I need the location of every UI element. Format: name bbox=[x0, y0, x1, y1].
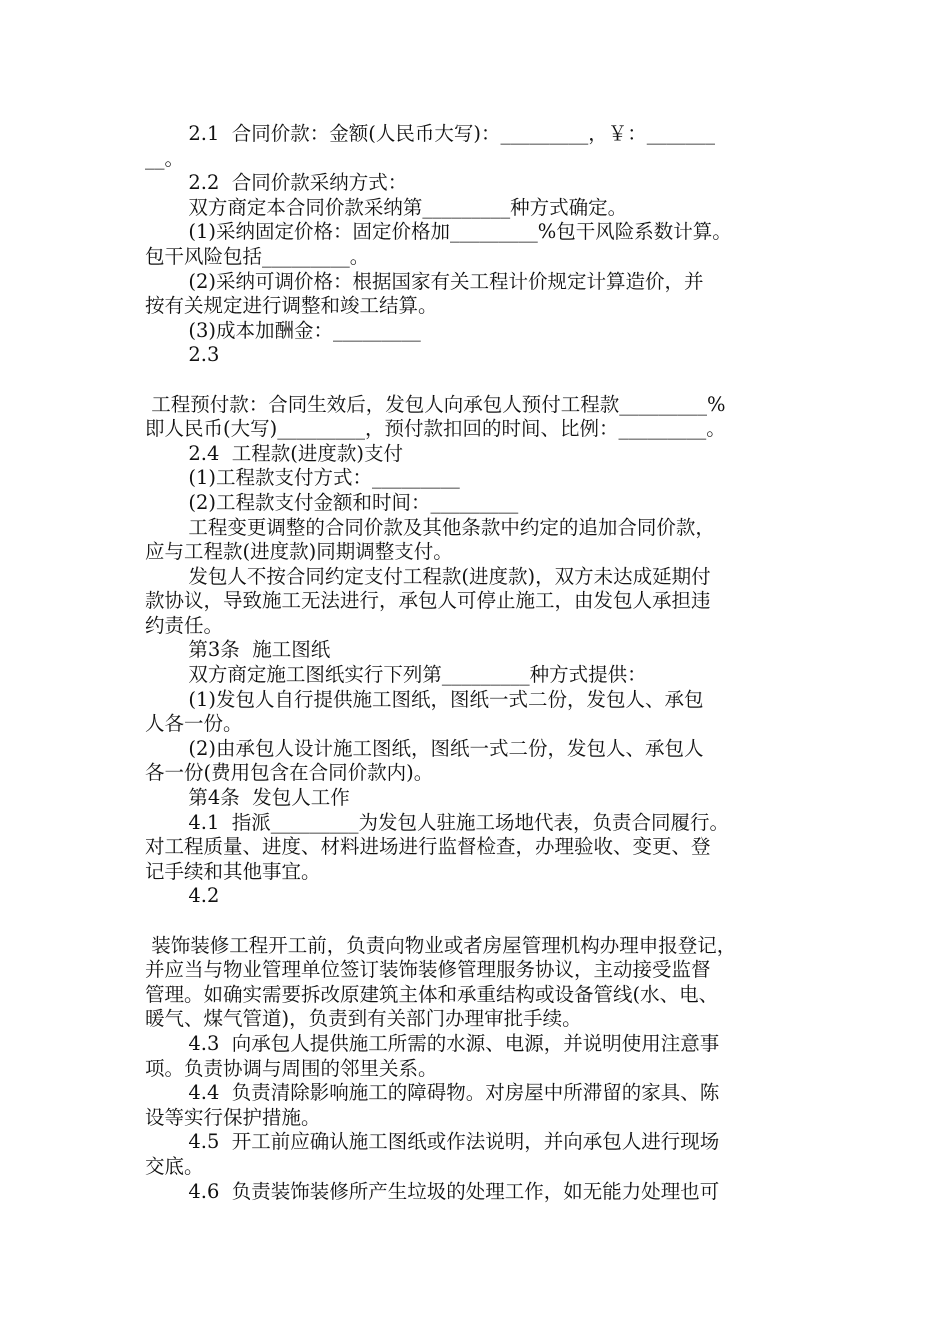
document-line: __。 bbox=[145, 146, 185, 170]
document-line: 4.1 指派_________为发包人驻施工场地代表，负责合同履行。 bbox=[145, 810, 730, 834]
document-line: 2.4 工程款(进度款)支付 bbox=[145, 441, 404, 465]
document-line: 2.2 合同价款采纳方式： bbox=[145, 171, 408, 195]
document-line: 项。负责协调与周围的邻里关系。 bbox=[145, 1056, 438, 1080]
document-line: 装饰装修工程开工前，负责向物业或者房屋管理机构办理申报登记， bbox=[145, 933, 737, 957]
document-line: 设等实行保护措施。 bbox=[145, 1105, 321, 1129]
document-line: 4.5 开工前应确认施工图纸或作法说明，并向承包人进行现场 bbox=[145, 1130, 720, 1154]
document-line: 第3条 施工图纸 bbox=[145, 638, 331, 662]
blank-line bbox=[145, 368, 815, 393]
document-line: 发包人不按合同约定支付工程款(进度款)，双方未达成延期付 bbox=[145, 564, 711, 588]
document-line: (2)由承包人设计施工图纸，图纸一式二份，发包人、承包人 bbox=[145, 736, 704, 760]
document-line: 2.3 bbox=[145, 343, 220, 367]
document-line: 按有关规定进行调整和竣工结算。 bbox=[145, 294, 438, 318]
document-line: 并应当与物业管理单位签订装饰装修管理服务协议，主动接受监督 bbox=[145, 958, 711, 982]
document-line: 双方商定施工图纸实行下列第_________种方式提供： bbox=[145, 663, 647, 687]
document-line: 应与工程款(进度款)同期调整支付。 bbox=[145, 540, 453, 564]
document-line: 包干风险包括_________。 bbox=[145, 244, 370, 268]
document-line: (2)采纳可调价格：根据国家有关工程计价规定计算造价，并 bbox=[145, 269, 704, 293]
document-line: 对工程质量、进度、材料进场进行监督检查，办理验收、变更、登 bbox=[145, 835, 711, 859]
document-line: 暖气、煤气管道)，负责到有关部门办理审批手续。 bbox=[145, 1007, 582, 1031]
document-line: (1)采纳固定价格：固定价格加_________%包干风险系数计算。 bbox=[145, 220, 732, 244]
document-line: 记手续和其他事宜。 bbox=[145, 859, 321, 883]
document-line: (1)工程款支付方式：_________ bbox=[145, 466, 460, 490]
document-line: 工程预付款：合同生效后，发包人向承包人预付工程款_________% bbox=[145, 392, 726, 416]
document-line: 交底。 bbox=[145, 1154, 204, 1178]
document-line: 工程变更调整的合同价款及其他条款中约定的追加合同价款， bbox=[145, 515, 715, 539]
document-line: 即人民币(大写)_________，预付款扣回的时间、比例：_________。 bbox=[145, 417, 726, 441]
document-line: 各一份(费用包含在合同价款内)。 bbox=[145, 761, 434, 785]
document-line: 双方商定本合同价款采纳第_________种方式确定。 bbox=[145, 195, 628, 219]
blank-line bbox=[145, 909, 815, 934]
document-page bbox=[145, 122, 815, 1204]
document-line: 2.1 合同价款：金额(人民币大写)：_________，￥：_______ bbox=[145, 122, 716, 145]
document-line: (2)工程款支付金额和时间：_________ bbox=[145, 490, 519, 514]
document-line: 4.4 负责清除影响施工的障碍物。对房屋中所滞留的家具、陈 bbox=[145, 1081, 720, 1105]
document-line: 款协议，导致施工无法进行，承包人可停止施工，由发包人承担违 bbox=[145, 589, 711, 613]
document-line: 管理。如确实需要拆改原建筑主体和承重结构或设备管线(水、电、 bbox=[145, 982, 719, 1006]
document-line: 人各一份。 bbox=[145, 712, 243, 736]
document-line: 约责任。 bbox=[145, 613, 224, 637]
document-line: 4.2 bbox=[145, 884, 220, 908]
document-line: (3)成本加酬金：_________ bbox=[145, 318, 421, 342]
document-line: 4.6 负责装饰装修所产生垃圾的处理工作，如无能力处理也可 bbox=[145, 1179, 720, 1203]
document-line: (1)发包人自行提供施工图纸，图纸一式二份，发包人、承包 bbox=[145, 687, 704, 711]
document-line: 4.3 向承包人提供施工所需的水源、电源，并说明使用注意事 bbox=[145, 1031, 720, 1055]
document-line: 第4条 发包人工作 bbox=[145, 786, 350, 810]
